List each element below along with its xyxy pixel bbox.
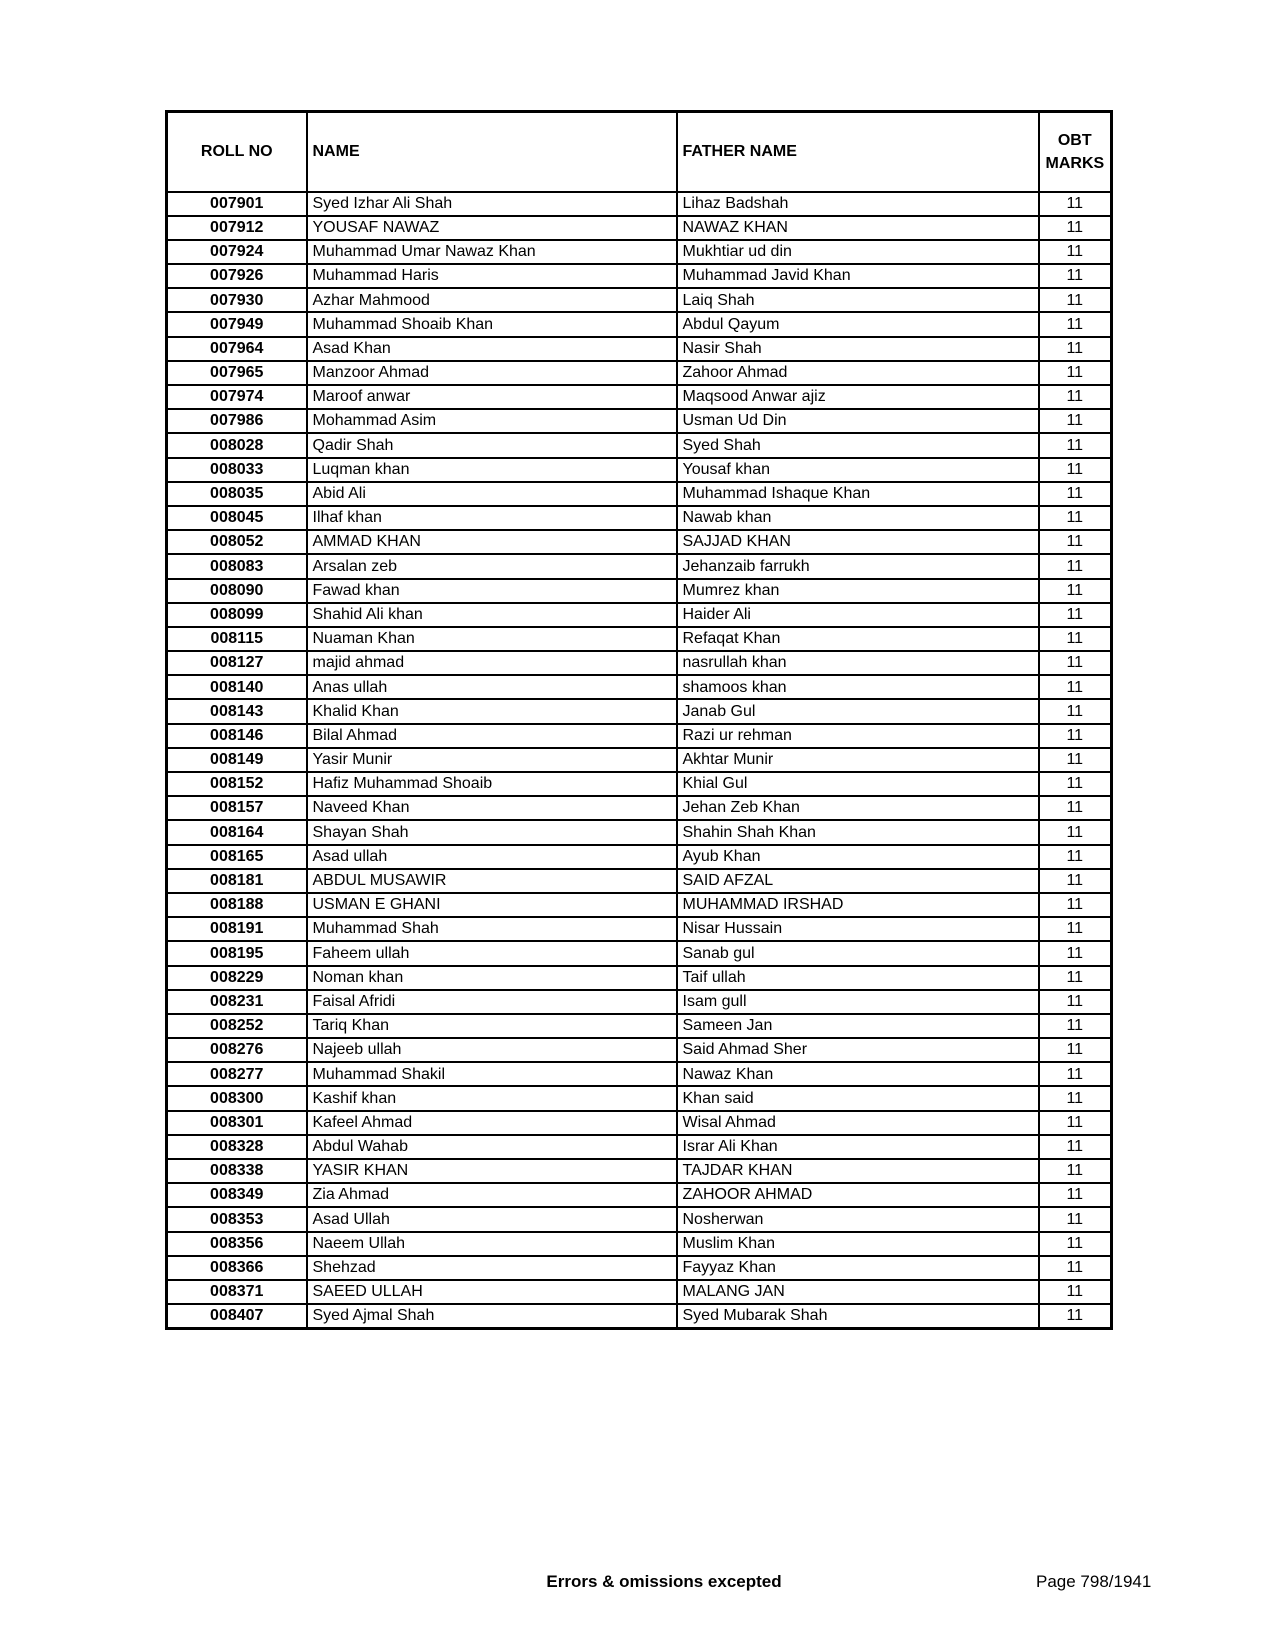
father-name-cell: Israr Ali Khan bbox=[677, 1135, 1039, 1159]
name-cell: USMAN E GHANI bbox=[307, 893, 677, 917]
obt-marks-cell: 11 bbox=[1039, 796, 1112, 820]
table-row bbox=[167, 1183, 1112, 1207]
name-cell: Muhammad Shakil bbox=[307, 1062, 677, 1086]
father-name-cell: Said Ahmad Sher bbox=[677, 1038, 1039, 1062]
obt-marks-cell: 11 bbox=[1039, 579, 1112, 603]
obt-marks-cell: 11 bbox=[1039, 1014, 1112, 1038]
roll-no-cell: 008195 bbox=[167, 941, 307, 965]
father-name-cell: Khial Gul bbox=[677, 772, 1039, 796]
father-name-cell: Yousaf khan bbox=[677, 458, 1039, 482]
name-cell: Muhammad Shah bbox=[307, 917, 677, 941]
name-cell: Tariq Khan bbox=[307, 1014, 677, 1038]
name-cell: majid ahmad bbox=[307, 651, 677, 675]
roll-no-cell: 008353 bbox=[167, 1207, 307, 1231]
table-row bbox=[167, 820, 1112, 844]
name-cell: ABDUL MUSAWIR bbox=[307, 869, 677, 893]
father-name-cell: Nasir Shah bbox=[677, 337, 1039, 361]
roll-no-cell: 007974 bbox=[167, 385, 307, 409]
father-name-cell: Mukhtiar ud din bbox=[677, 240, 1039, 264]
name-cell: Maroof anwar bbox=[307, 385, 677, 409]
roll-no-cell: 008356 bbox=[167, 1232, 307, 1256]
father-name-cell: Maqsood Anwar ajiz bbox=[677, 385, 1039, 409]
father-name-cell: ZAHOOR AHMAD bbox=[677, 1183, 1039, 1207]
roll-no-cell: 008191 bbox=[167, 917, 307, 941]
roll-no-cell: 008035 bbox=[167, 482, 307, 506]
father-name-cell: Syed Shah bbox=[677, 433, 1039, 457]
table-row bbox=[167, 627, 1112, 651]
name-cell: Hafiz Muhammad Shoaib bbox=[307, 772, 677, 796]
table-row bbox=[167, 409, 1112, 433]
roll-no-cell: 008052 bbox=[167, 530, 307, 554]
table-row bbox=[167, 893, 1112, 917]
table-row bbox=[167, 675, 1112, 699]
roll-no-cell: 008328 bbox=[167, 1135, 307, 1159]
name-cell: Fawad khan bbox=[307, 579, 677, 603]
name-cell: Muhammad Shoaib Khan bbox=[307, 312, 677, 336]
name-cell: Abid Ali bbox=[307, 482, 677, 506]
column-header-father-name: FATHER NAME bbox=[677, 112, 1039, 192]
roll-no-cell: 008140 bbox=[167, 675, 307, 699]
father-name-cell: Abdul Qayum bbox=[677, 312, 1039, 336]
obt-marks-cell: 11 bbox=[1039, 385, 1112, 409]
father-name-cell: Taif ullah bbox=[677, 966, 1039, 990]
obt-marks-cell: 11 bbox=[1039, 748, 1112, 772]
column-header-name: NAME bbox=[307, 112, 677, 192]
table-row bbox=[167, 385, 1112, 409]
name-cell: Noman khan bbox=[307, 966, 677, 990]
table-row bbox=[167, 240, 1112, 264]
father-name-cell: SAJJAD KHAN bbox=[677, 530, 1039, 554]
roll-no-cell: 008407 bbox=[167, 1304, 307, 1328]
obt-marks-cell: 11 bbox=[1039, 820, 1112, 844]
name-cell: YOUSAF NAWAZ bbox=[307, 216, 677, 240]
obt-marks-cell: 11 bbox=[1039, 240, 1112, 264]
roll-no-cell: 008028 bbox=[167, 433, 307, 457]
roll-no-cell: 007901 bbox=[167, 192, 307, 216]
obt-marks-cell: 11 bbox=[1039, 627, 1112, 651]
name-cell: Luqman khan bbox=[307, 458, 677, 482]
name-cell: Najeeb ullah bbox=[307, 1038, 677, 1062]
obt-marks-cell: 11 bbox=[1039, 966, 1112, 990]
table-row bbox=[167, 724, 1112, 748]
roll-no-cell: 007924 bbox=[167, 240, 307, 264]
table-row bbox=[167, 845, 1112, 869]
table-row bbox=[167, 264, 1112, 288]
father-name-cell: Muhammad Javid Khan bbox=[677, 264, 1039, 288]
table-row bbox=[167, 579, 1112, 603]
table-row bbox=[167, 1280, 1112, 1304]
obt-marks-cell: 11 bbox=[1039, 192, 1112, 216]
table-row bbox=[167, 1256, 1112, 1280]
table-row bbox=[167, 990, 1112, 1014]
father-name-cell: Muslim Khan bbox=[677, 1232, 1039, 1256]
table-row bbox=[167, 917, 1112, 941]
roll-no-cell: 008165 bbox=[167, 845, 307, 869]
father-name-cell: Akhtar Munir bbox=[677, 748, 1039, 772]
roll-no-cell: 008277 bbox=[167, 1062, 307, 1086]
obt-marks-cell: 11 bbox=[1039, 409, 1112, 433]
name-cell: Abdul Wahab bbox=[307, 1135, 677, 1159]
table-row bbox=[167, 192, 1112, 216]
obt-marks-cell: 11 bbox=[1039, 1183, 1112, 1207]
father-name-cell: Muhammad Ishaque Khan bbox=[677, 482, 1039, 506]
father-name-cell: Khan said bbox=[677, 1086, 1039, 1110]
roll-no-cell: 008149 bbox=[167, 748, 307, 772]
table-row bbox=[167, 966, 1112, 990]
name-cell: Muhammad Umar Nawaz Khan bbox=[307, 240, 677, 264]
roll-no-cell: 008371 bbox=[167, 1280, 307, 1304]
roll-no-cell: 008300 bbox=[167, 1086, 307, 1110]
obt-marks-cell: 11 bbox=[1039, 675, 1112, 699]
roll-no-cell: 008366 bbox=[167, 1256, 307, 1280]
table-row bbox=[167, 312, 1112, 336]
roll-no-cell: 008146 bbox=[167, 724, 307, 748]
obt-marks-cell: 11 bbox=[1039, 361, 1112, 385]
roll-no-cell: 008252 bbox=[167, 1014, 307, 1038]
roll-no-cell: 008231 bbox=[167, 990, 307, 1014]
table-row bbox=[167, 1014, 1112, 1038]
father-name-cell: Nisar Hussain bbox=[677, 917, 1039, 941]
roll-no-cell: 007926 bbox=[167, 264, 307, 288]
father-name-cell: Syed Mubarak Shah bbox=[677, 1304, 1039, 1328]
name-cell: Naeem Ullah bbox=[307, 1232, 677, 1256]
father-name-cell: Fayyaz Khan bbox=[677, 1256, 1039, 1280]
name-cell: Anas ullah bbox=[307, 675, 677, 699]
name-cell: AMMAD KHAN bbox=[307, 530, 677, 554]
name-cell: SAEED ULLAH bbox=[307, 1280, 677, 1304]
table-row bbox=[167, 1038, 1112, 1062]
obt-marks-cell: 11 bbox=[1039, 1111, 1112, 1135]
table-row bbox=[167, 1207, 1112, 1231]
father-name-cell: Shahin Shah Khan bbox=[677, 820, 1039, 844]
father-name-cell: Razi ur rehman bbox=[677, 724, 1039, 748]
roll-no-cell: 007986 bbox=[167, 409, 307, 433]
father-name-cell: Isam gull bbox=[677, 990, 1039, 1014]
table-row bbox=[167, 1062, 1112, 1086]
table-row bbox=[167, 216, 1112, 240]
table-row bbox=[167, 458, 1112, 482]
father-name-cell: NAWAZ KHAN bbox=[677, 216, 1039, 240]
table-header-row bbox=[167, 112, 1112, 192]
roll-no-cell: 008127 bbox=[167, 651, 307, 675]
father-name-cell: Jehan Zeb Khan bbox=[677, 796, 1039, 820]
obt-marks-cell: 11 bbox=[1039, 603, 1112, 627]
table-row bbox=[167, 1111, 1112, 1135]
results-table bbox=[165, 110, 1113, 1330]
name-cell: Qadir Shah bbox=[307, 433, 677, 457]
table-row bbox=[167, 748, 1112, 772]
obt-marks-cell: 11 bbox=[1039, 1232, 1112, 1256]
obt-marks-cell: 11 bbox=[1039, 288, 1112, 312]
roll-no-cell: 007949 bbox=[167, 312, 307, 336]
table-row bbox=[167, 506, 1112, 530]
obt-marks-cell: 11 bbox=[1039, 724, 1112, 748]
father-name-cell: Usman Ud Din bbox=[677, 409, 1039, 433]
roll-no-cell: 007912 bbox=[167, 216, 307, 240]
name-cell: Zia Ahmad bbox=[307, 1183, 677, 1207]
father-name-cell: Nawaz Khan bbox=[677, 1062, 1039, 1086]
obt-marks-cell: 11 bbox=[1039, 1280, 1112, 1304]
name-cell: Bilal Ahmad bbox=[307, 724, 677, 748]
obt-marks-cell: 11 bbox=[1039, 772, 1112, 796]
roll-no-cell: 008338 bbox=[167, 1159, 307, 1183]
name-cell: YASIR KHAN bbox=[307, 1159, 677, 1183]
obt-marks-cell: 11 bbox=[1039, 1256, 1112, 1280]
father-name-cell: Ayub Khan bbox=[677, 845, 1039, 869]
father-name-cell: Mumrez khan bbox=[677, 579, 1039, 603]
obt-marks-cell: 11 bbox=[1039, 1086, 1112, 1110]
father-name-cell: TAJDAR KHAN bbox=[677, 1159, 1039, 1183]
table-row bbox=[167, 1304, 1112, 1328]
table-row bbox=[167, 772, 1112, 796]
roll-no-cell: 008188 bbox=[167, 893, 307, 917]
name-cell: Manzoor Ahmad bbox=[307, 361, 677, 385]
obt-marks-cell: 11 bbox=[1039, 506, 1112, 530]
obt-marks-cell: 11 bbox=[1039, 941, 1112, 965]
roll-no-cell: 008099 bbox=[167, 603, 307, 627]
name-cell: Syed Izhar Ali Shah bbox=[307, 192, 677, 216]
results-table-body bbox=[167, 192, 1112, 1329]
roll-no-cell: 007964 bbox=[167, 337, 307, 361]
roll-no-cell: 008090 bbox=[167, 579, 307, 603]
name-cell: Shehzad bbox=[307, 1256, 677, 1280]
table-row bbox=[167, 554, 1112, 578]
table-row bbox=[167, 699, 1112, 723]
name-cell: Faheem ullah bbox=[307, 941, 677, 965]
obt-marks-cell: 11 bbox=[1039, 458, 1112, 482]
name-cell: Shahid Ali khan bbox=[307, 603, 677, 627]
obt-marks-cell: 11 bbox=[1039, 1207, 1112, 1231]
father-name-cell: Nosherwan bbox=[677, 1207, 1039, 1231]
obt-marks-cell: 11 bbox=[1039, 699, 1112, 723]
name-cell: Nuaman Khan bbox=[307, 627, 677, 651]
roll-no-cell: 007965 bbox=[167, 361, 307, 385]
name-cell: Shayan Shah bbox=[307, 820, 677, 844]
father-name-cell: SAID AFZAL bbox=[677, 869, 1039, 893]
roll-no-cell: 008045 bbox=[167, 506, 307, 530]
obt-marks-cell: 11 bbox=[1039, 651, 1112, 675]
obt-marks-cell: 11 bbox=[1039, 917, 1112, 941]
father-name-cell: Sanab gul bbox=[677, 941, 1039, 965]
father-name-cell: Refaqat Khan bbox=[677, 627, 1039, 651]
name-cell: Mohammad Asim bbox=[307, 409, 677, 433]
obt-marks-cell: 11 bbox=[1039, 1038, 1112, 1062]
name-cell: Yasir Munir bbox=[307, 748, 677, 772]
obt-marks-cell: 11 bbox=[1039, 1135, 1112, 1159]
father-name-cell: Nawab khan bbox=[677, 506, 1039, 530]
roll-no-cell: 008143 bbox=[167, 699, 307, 723]
roll-no-cell: 008301 bbox=[167, 1111, 307, 1135]
roll-no-cell: 008157 bbox=[167, 796, 307, 820]
footer-note: Errors & omissions excepted bbox=[546, 1572, 782, 1591]
father-name-cell: MUHAMMAD IRSHAD bbox=[677, 893, 1039, 917]
roll-no-cell: 008349 bbox=[167, 1183, 307, 1207]
obt-marks-cell: 11 bbox=[1039, 845, 1112, 869]
page-number: Page 798/1941 bbox=[1036, 1572, 1152, 1591]
father-name-cell: Sameen Jan bbox=[677, 1014, 1039, 1038]
table-row bbox=[167, 361, 1112, 385]
table-row bbox=[167, 1135, 1112, 1159]
obt-marks-cell: 11 bbox=[1039, 1062, 1112, 1086]
obt-marks-cell: 11 bbox=[1039, 530, 1112, 554]
name-cell: Asad Ullah bbox=[307, 1207, 677, 1231]
name-cell: Muhammad Haris bbox=[307, 264, 677, 288]
obt-marks-cell: 11 bbox=[1039, 482, 1112, 506]
table-row bbox=[167, 288, 1112, 312]
roll-no-cell: 008152 bbox=[167, 772, 307, 796]
father-name-cell: Wisal Ahmad bbox=[677, 1111, 1039, 1135]
table-row bbox=[167, 869, 1112, 893]
roll-no-cell: 008083 bbox=[167, 554, 307, 578]
name-cell: Kafeel Ahmad bbox=[307, 1111, 677, 1135]
column-header-roll-no: ROLL NO bbox=[167, 112, 307, 192]
name-cell: Azhar Mahmood bbox=[307, 288, 677, 312]
table-row bbox=[167, 482, 1112, 506]
father-name-cell: Jehanzaib farrukh bbox=[677, 554, 1039, 578]
name-cell: Khalid Khan bbox=[307, 699, 677, 723]
name-cell: Ilhaf khan bbox=[307, 506, 677, 530]
table-row bbox=[167, 1159, 1112, 1183]
table-row bbox=[167, 603, 1112, 627]
table-row bbox=[167, 941, 1112, 965]
table-row bbox=[167, 796, 1112, 820]
obt-marks-cell: 11 bbox=[1039, 433, 1112, 457]
name-cell: Faisal Afridi bbox=[307, 990, 677, 1014]
table-row bbox=[167, 1232, 1112, 1256]
name-cell: Arsalan zeb bbox=[307, 554, 677, 578]
name-cell: Naveed Khan bbox=[307, 796, 677, 820]
name-cell: Asad ullah bbox=[307, 845, 677, 869]
father-name-cell: MALANG JAN bbox=[677, 1280, 1039, 1304]
roll-no-cell: 008229 bbox=[167, 966, 307, 990]
table-row bbox=[167, 530, 1112, 554]
roll-no-cell: 008115 bbox=[167, 627, 307, 651]
roll-no-cell: 008164 bbox=[167, 820, 307, 844]
roll-no-cell: 007930 bbox=[167, 288, 307, 312]
obt-marks-cell: 11 bbox=[1039, 1304, 1112, 1328]
obt-marks-cell: 11 bbox=[1039, 216, 1112, 240]
obt-marks-cell: 11 bbox=[1039, 869, 1112, 893]
table-row bbox=[167, 651, 1112, 675]
obt-marks-cell: 11 bbox=[1039, 1159, 1112, 1183]
table-row bbox=[167, 1086, 1112, 1110]
table-row bbox=[167, 337, 1112, 361]
name-cell: Asad Khan bbox=[307, 337, 677, 361]
obt-marks-cell: 11 bbox=[1039, 554, 1112, 578]
obt-marks-cell: 11 bbox=[1039, 337, 1112, 361]
father-name-cell: nasrullah khan bbox=[677, 651, 1039, 675]
roll-no-cell: 008181 bbox=[167, 869, 307, 893]
obt-marks-cell: 11 bbox=[1039, 264, 1112, 288]
roll-no-cell: 008033 bbox=[167, 458, 307, 482]
father-name-cell: Zahoor Ahmad bbox=[677, 361, 1039, 385]
obt-marks-cell: 11 bbox=[1039, 990, 1112, 1014]
father-name-cell: shamoos khan bbox=[677, 675, 1039, 699]
roll-no-cell: 008276 bbox=[167, 1038, 307, 1062]
obt-marks-cell: 11 bbox=[1039, 312, 1112, 336]
father-name-cell: Haider Ali bbox=[677, 603, 1039, 627]
name-cell: Kashif khan bbox=[307, 1086, 677, 1110]
column-header-obt-marks: OBT MARKS bbox=[1039, 112, 1112, 192]
obt-marks-cell: 11 bbox=[1039, 893, 1112, 917]
father-name-cell: Janab Gul bbox=[677, 699, 1039, 723]
table-row bbox=[167, 433, 1112, 457]
name-cell: Syed Ajmal Shah bbox=[307, 1304, 677, 1328]
father-name-cell: Laiq Shah bbox=[677, 288, 1039, 312]
father-name-cell: Lihaz Badshah bbox=[677, 192, 1039, 216]
